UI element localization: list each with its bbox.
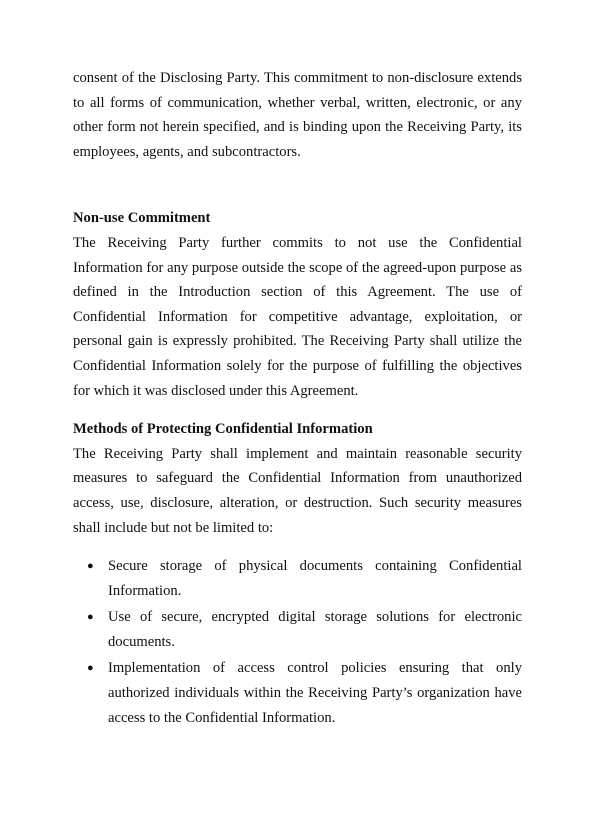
bullet-text: Use of secure, encrypted digital storage solutions for electronic documents. bbox=[108, 609, 522, 650]
document-page bbox=[73, 66, 522, 732]
list-item bbox=[73, 656, 522, 730]
methods-heading: Methods of Protecting Confidential Information bbox=[73, 421, 373, 438]
nonuse-section bbox=[73, 206, 522, 403]
bullet-text: Secure storage of physical documents containing Confidential Information. bbox=[108, 558, 522, 599]
nonuse-body: The Receiving Party further commits to not use the Confidential Information for any purpose outside the scope of the agreed-upon purpose as defined in the Introduction section of this Agreement. The use of Confidential Information for competitive advantage, exploitation, or personal gain is expressly prohibited. The Receiving Party shall utilize the Confidential Information solely for the purpose of fulfilling the objectives for which it was disclosed under this Agreement. bbox=[73, 234, 522, 399]
list-item bbox=[73, 605, 522, 654]
bullet-icon: ● bbox=[87, 560, 94, 573]
intro-paragraph: consent of the Disclosing Party. This commitment to non-disclosure extends to all forms of communication, whether verbal, written, electronic, or any other form not herein specified, and is binding upon the Receiving Party, its employees, agents, and subcontractors. bbox=[73, 70, 522, 160]
list-item bbox=[73, 554, 522, 603]
methods-body: The Receiving Party shall implement and maintain reasonable security measures to safeguard the Confidential Information from unauthorized access, use, disclosure, alteration, or destruction. Such security measures shall include but not be limited to: bbox=[73, 445, 522, 536]
bullet-icon: ● bbox=[87, 662, 94, 675]
bullet-icon: ● bbox=[87, 611, 94, 624]
bullet-text: Implementation of access control policies ensuring that only authorized individuals within the Receiving Party’s organization have access to the Confidential Information. bbox=[108, 660, 522, 726]
methods-section bbox=[73, 417, 522, 730]
bullet-list bbox=[73, 554, 522, 730]
nonuse-heading: Non-use Commitment bbox=[73, 210, 211, 227]
